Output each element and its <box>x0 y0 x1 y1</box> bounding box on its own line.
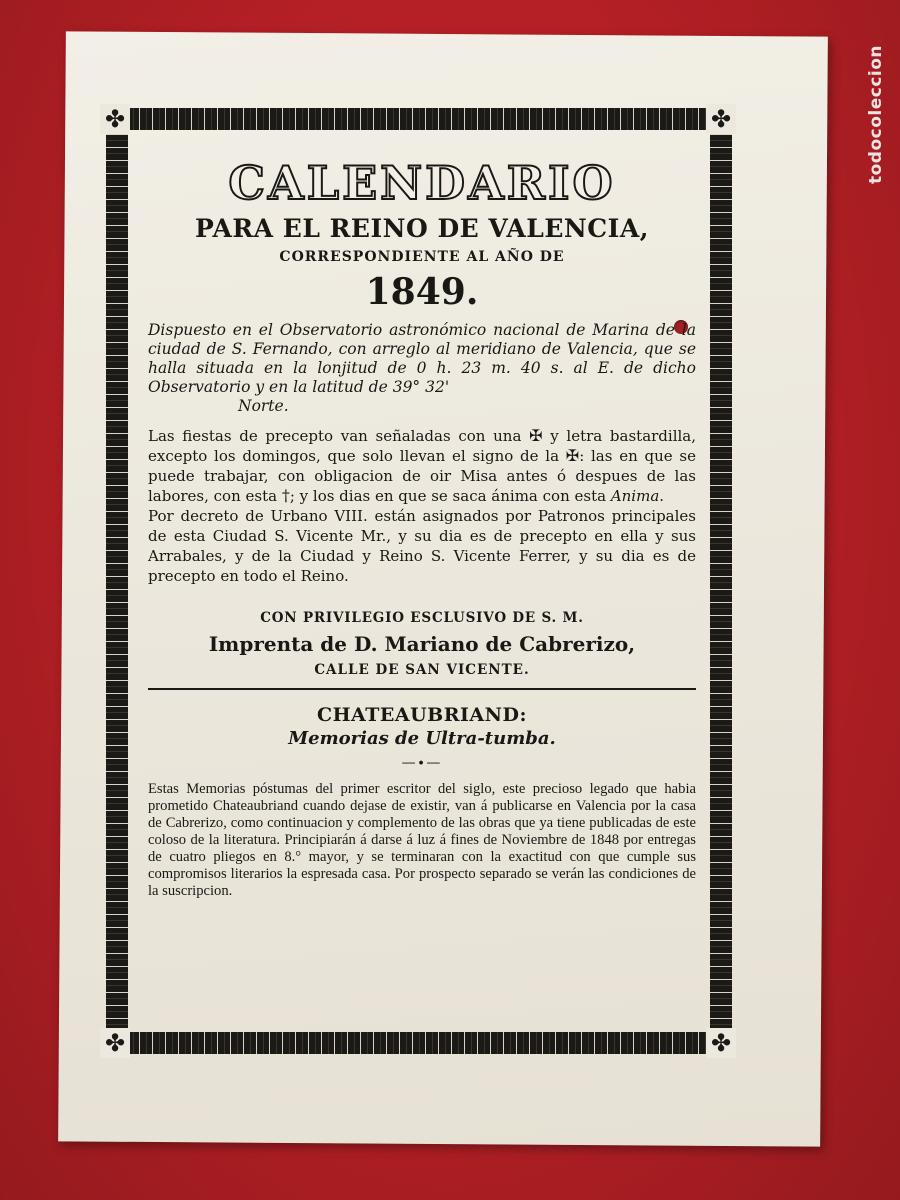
corner-ornament-icon: ✤ <box>706 1028 736 1058</box>
border-left <box>106 118 128 1044</box>
year: 1849. <box>365 271 479 313</box>
corner-ornament-icon: ✤ <box>706 104 736 134</box>
border-top <box>114 108 722 130</box>
feast-note-end: . <box>659 487 665 505</box>
page-subtitle: PARA EL REINO DE VALENCIA, <box>195 214 649 243</box>
border-bottom <box>114 1032 722 1054</box>
border-right <box>710 118 732 1044</box>
feast-note-c: : las en que se puede trabajar, con obligacion de oir Misa antes ó despues de las labores, con esta <box>148 447 696 505</box>
divider <box>148 688 696 690</box>
printer-name: Imprenta de D. Mariano de Cabrerizo, <box>208 632 636 656</box>
privilege-line: CON PRIVILEGIO ESCLUSIVO DE S. M. <box>260 610 584 626</box>
ornament-divider: —∙— <box>401 755 443 771</box>
maltese-cross-icon: ✠ <box>565 446 580 465</box>
dagger-icon: † <box>281 486 290 505</box>
corner-ornament-icon: ✤ <box>100 104 130 134</box>
observatory-note-text: Dispuesto en el Observatorio astronómico nacional de Marina de la ciudad de S. Fernando, con arreglo al meridiano de Valencia, que se halla situada en la lonjitud de 0 h. 23 m. 40 s. al E. de dicho Observatorio y en la latitud de 39° 32' <box>148 321 696 396</box>
feast-note-a: Las fiestas de precepto van señaladas con una <box>148 427 530 445</box>
watermark: todocoleccion <box>866 44 886 184</box>
advert-text: Estas Memorias póstumas del primer escritor del siglo, este precioso legado que habia prometido Chateaubriand cuando dejase de existir, van á publicarse en Valencia por la casa de Cabrerizo, como continuacion y complemento de las obras que ya tiene publicadas de este coloso de la literatura. Principiarán á darse á luz á fines de Noviembre de 1848 por entregas de cuatro pliegos en 8.° mayor, y se terminaran con la exactitud con que cumple sus compromisos literarios la espresada casa. Por prospecto separado se verán las condiciones de la suscripcion. <box>148 781 696 899</box>
corner-ornament-icon: ✤ <box>100 1028 130 1058</box>
observatory-note-last: Norte. <box>238 397 289 415</box>
advert-subheading: Memorias de Ultra-tumba. <box>288 728 556 749</box>
feast-note-b: y letra bastardilla, excepto los domingos, que solo llevan el signo de la <box>148 427 697 465</box>
patron-note: Por decreto de Urbano VIII. están asignados por Patronos principales de esta Ciudad S. Vicente Mr., y su dia es de precepto en ella y sus Arrabales, y de la Ciudad y Reino S. Vicente Ferrer, y su dia es de precepto en todo el Reino. <box>148 507 696 585</box>
printer-street: CALLE DE SAN VICENTE. <box>314 662 530 678</box>
maltese-cross-icon: ✠ <box>529 426 543 445</box>
advert-heading: CHATEAUBRIAND: <box>316 704 528 726</box>
page-title: CALENDARIO <box>228 156 616 210</box>
feast-note <box>148 426 696 506</box>
year-intro: CORRESPONDIENTE AL AÑO DE <box>279 249 565 265</box>
observatory-note <box>148 321 696 416</box>
feast-note-d: ; y los dias en que se saca ánima con esta <box>289 487 611 505</box>
anima-word: Anima <box>610 487 660 505</box>
calendar-text <box>148 150 696 900</box>
